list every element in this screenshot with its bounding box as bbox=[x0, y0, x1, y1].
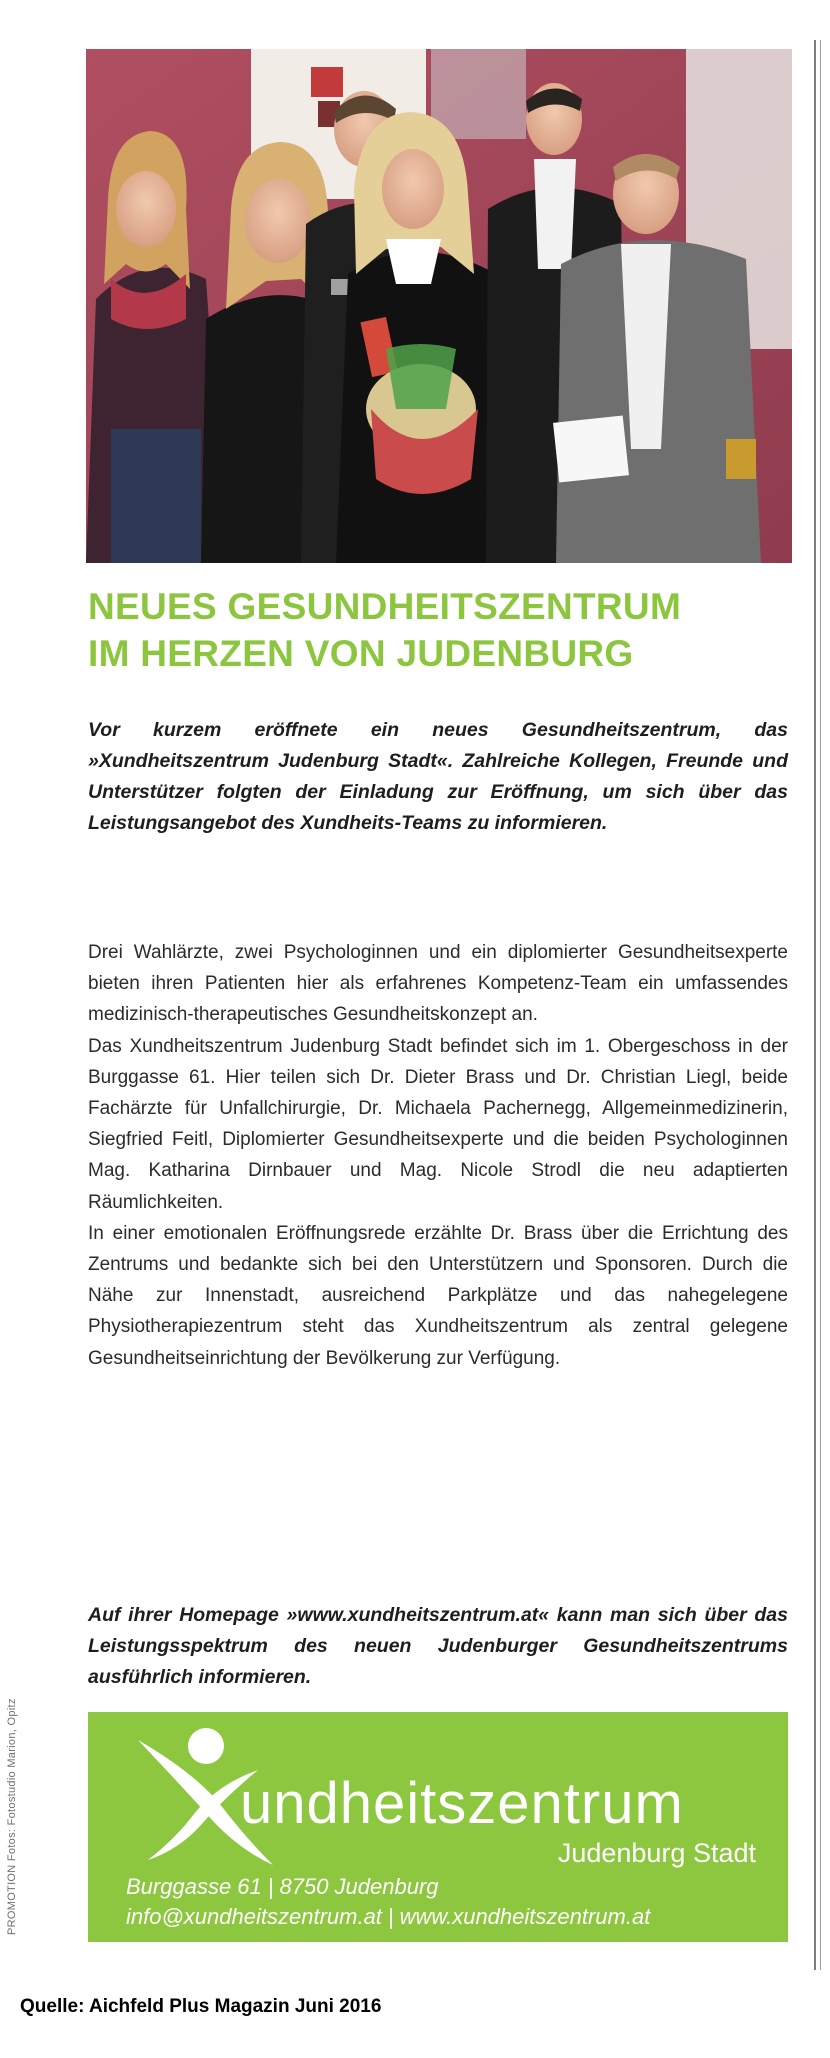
logo-separator-2: | bbox=[387, 1904, 394, 1929]
body-paragraph-1: Drei Wahlärzte, zwei Psychologinnen und ein diplomierter Gesundheitsexperte bieten ihren Patienten hier als erfahrenes Kompetenz-Team ein umfassendes medizinisch-therapeutisches Gesundheitskonzept an. bbox=[88, 942, 788, 1026]
logo-subtitle: Judenburg Stadt bbox=[557, 1838, 756, 1868]
closing-paragraph: Auf ihrer Homepage »www.xundheitszentrum.at« kann man sich über das Leistungsspektrum des neuen Judenburger Gesundheitszentrums ausführlich informieren. bbox=[88, 1604, 788, 1688]
body-paragraph-2: Das Xundheitszentrum Judenburg Stadt befindet sich im 1. Obergeschoss in der Burggasse 61. Hier teilen sich Dr. Dieter Brass und Dr. Christian Liegl, beide Fachärzte für Unfallchirurgie, Dr. Michaela Pachernegg, Allgemeinmedizinerin, Siegfried Feitl, Diplomierter Gesundheitsexperte und die beiden Psychologinnen Mag. Katharina Dirnbauer und Mag. Nicole Strodl die neu adaptierten Räumlichkeiten. bbox=[88, 1035, 788, 1213]
source-caption: Quelle: Aichfeld Plus Magazin Juni 2016 bbox=[20, 1996, 382, 2017]
logo-separator: | bbox=[267, 1874, 274, 1899]
headline-line-1: NEUES GESUNDHEITSZENTRUM bbox=[88, 586, 682, 627]
body-paragraph-3: In einer emotionalen Eröffnungsrede erzählte Dr. Brass über die Errichtung des Zentrums und bedankte sich bei den Unterstützern und Sponsoren. Durch die Nähe zur Innenstadt, ausreichend Parkplätze und das nahegelegene Physiotherapiezentrum steht das Xundheitszentrum als zentral gelegene Gesundheitseinrichtung der Bevölkerung zur Verfügung. bbox=[88, 1222, 788, 1369]
headline bbox=[88, 583, 794, 677]
logo-website-link[interactable]: www.xundheitszentrum.at bbox=[399, 1904, 651, 1929]
article-body bbox=[88, 937, 788, 1374]
lead-paragraph: Vor kurzem eröffnete ein neues Gesundheitszentrum, das »Xundheitszentrum Judenburg Stadt«. Zahlreiche Kollegen, Freunde und Unterstützer folgten der Einladung zur Eröffnung, um sich über das Leistungsangebot des Xundheits-Teams zu informieren. bbox=[88, 719, 788, 834]
logo-wordmark: undheitszentrum bbox=[240, 1771, 684, 1836]
logo-box bbox=[88, 1712, 788, 1942]
team-photo bbox=[86, 49, 792, 563]
logo-email-link[interactable]: info@xundheitszentrum.at bbox=[126, 1904, 382, 1929]
logo-zip-city: 8750 Judenburg bbox=[279, 1874, 439, 1899]
photo-credit: PROMOTION Fotos: Fotostudio Marion, Opitz bbox=[6, 1698, 18, 1935]
team-photo-illustration bbox=[86, 49, 792, 563]
logo-address: Burggasse 61 bbox=[126, 1874, 262, 1899]
logo-contact-line bbox=[126, 1904, 650, 1930]
logo-address-line bbox=[126, 1874, 439, 1900]
clipping-edge bbox=[814, 40, 816, 1970]
headline-line-2: IM HERZEN VON JUDENBURG bbox=[88, 633, 634, 674]
